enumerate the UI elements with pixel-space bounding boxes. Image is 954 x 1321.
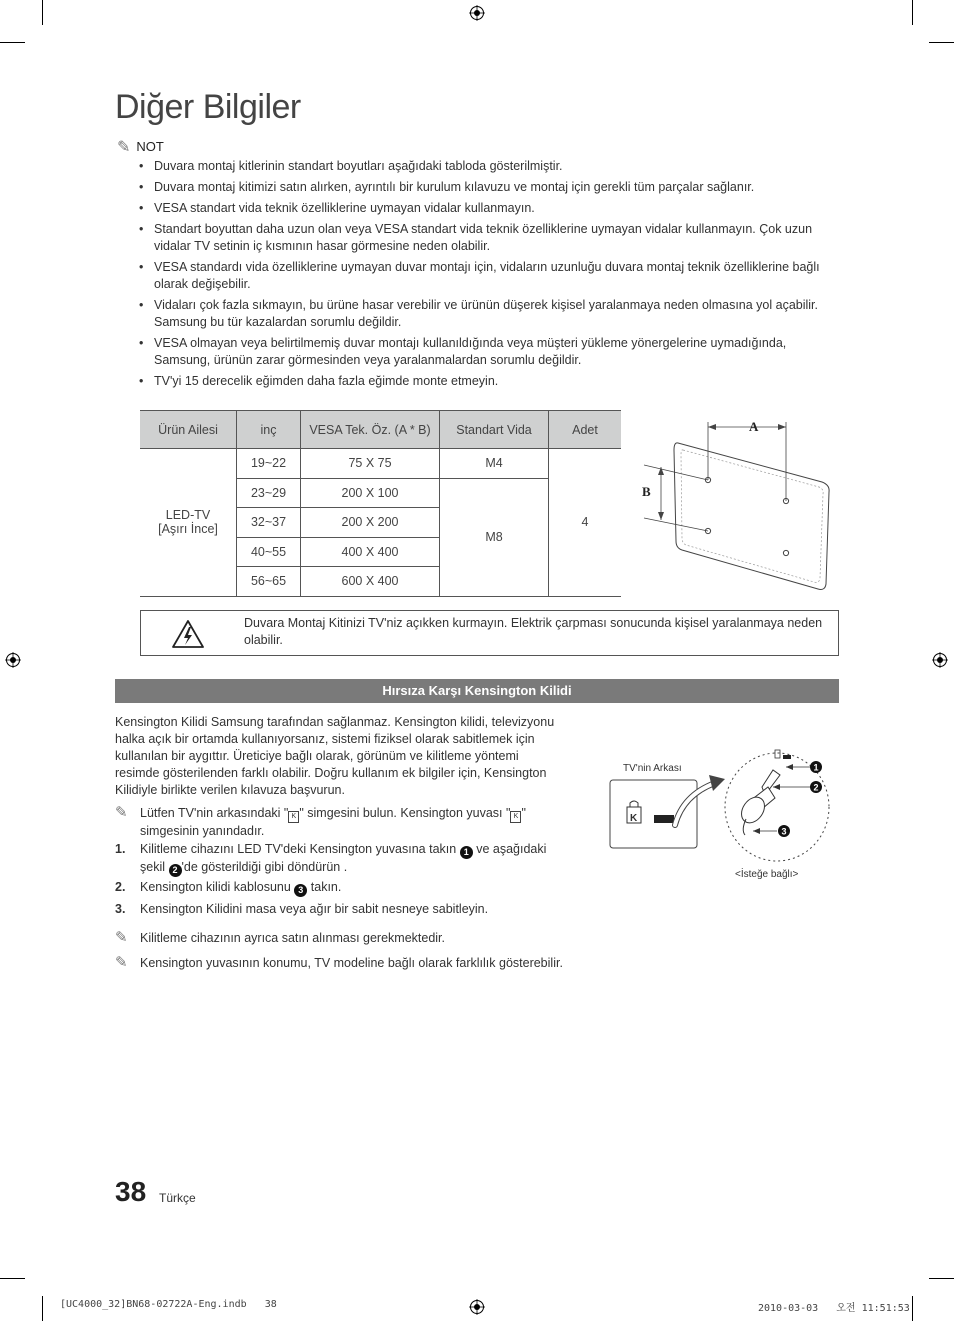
marker-1-icon: 1 xyxy=(460,846,473,859)
table-header-row xyxy=(140,411,621,449)
table-cell: 4 xyxy=(549,449,622,597)
step-number: 3. xyxy=(115,902,126,916)
kensington-note xyxy=(115,955,615,972)
tv-back-diagram xyxy=(636,410,836,595)
marker-3-icon: 3 xyxy=(781,826,787,837)
kensington-intro: Kensington Kilidi Samsung tarafından sağlanmaz. Kensington kilidi, televizyonu halka açık bir ortamda kullanıyorsanız, sistemi fiziksel olarak sabitlemek için kullanılan bir aygıttır. Üreticiye bağlı olarak, görünüm ve kilitleme yöntemi resimde gösterilenden farklı olabilir. Doğru kullanım ek bilgiler için, Kensington Kilidiyle birlikte verilen kılavuza başvurun. xyxy=(115,715,555,797)
table-header: inç xyxy=(237,411,301,449)
step-2 xyxy=(115,879,565,896)
page-title: Diğer Bilgiler xyxy=(115,88,301,126)
crop-mark xyxy=(42,0,43,25)
step-number: 1. xyxy=(115,842,126,856)
footer-file-info: [UC4000_32]BN68-02722A-Eng.indb 38 xyxy=(60,1299,277,1310)
table-cell: 40~55 xyxy=(237,537,301,567)
note-text-part: Lütfen TV'nin arkasındaki " xyxy=(140,806,289,820)
table-row xyxy=(140,449,621,479)
warning-text: Duvara Montaj Kitinizi TV'niz açıkken kurmayın. Elektrik çarpması sonucunda kişisel yaralanmaya neden olabilir. xyxy=(244,616,823,647)
table-cell: 200 X 200 xyxy=(301,508,440,538)
crop-mark xyxy=(42,1296,43,1321)
step-text-part: Kensington kilidi kablosunu xyxy=(140,880,291,894)
table-cell: 56~65 xyxy=(237,567,301,597)
note-heading xyxy=(117,137,164,156)
list-item: • Duvara montaj kitimizi satın alırken, ayrıntılı bir kurulum kılavuzu ve montaj için gerekli tüm parçalar sağlanır. xyxy=(137,179,827,196)
table-cell: M4 xyxy=(440,449,549,479)
pencil-icon: ✎ xyxy=(115,803,128,821)
optional-label: <İsteğe bağlı> xyxy=(735,869,799,880)
electric-warning-icon xyxy=(171,619,205,649)
table-cell: 23~29 xyxy=(237,478,301,508)
step-1 xyxy=(115,841,565,875)
vesa-table xyxy=(140,410,621,597)
diagram-label-b: B xyxy=(642,484,651,499)
pencil-icon: ✎ xyxy=(115,928,128,946)
marker-2-icon: 2 xyxy=(169,864,182,877)
table-cell: 400 X 400 xyxy=(301,537,440,567)
table-header: Ürün Ailesi xyxy=(140,411,237,449)
list-item: • Duvara montaj kitlerinin standart boyutları aşağıdaki tabloda gösterilmiştir. xyxy=(137,158,827,175)
note-text: Kensington yuvasının konumu, TV modeline bağlı olarak farklılık gösterebilir. xyxy=(140,956,563,970)
step-text xyxy=(140,879,341,897)
step-text: Kensington Kilidini masa veya ağır bir sabit nesneye sabitleyin. xyxy=(140,902,489,916)
kensington-note xyxy=(115,805,565,839)
step-text-part: 'de gösterildiği gibi döndürün . xyxy=(181,860,348,874)
table-cell: 200 X 100 xyxy=(301,478,440,508)
kensington-slot-icon: K xyxy=(288,811,299,823)
table-cell: M8 xyxy=(440,478,549,596)
table-cell: 32~37 xyxy=(237,508,301,538)
step-3 xyxy=(115,901,565,918)
table-cell: 19~22 xyxy=(237,449,301,479)
registration-mark-icon xyxy=(5,652,21,668)
list-item: • VESA standart vida teknik özelliklerine uymayan vidalar kullanmayın. xyxy=(137,200,827,217)
note-text: Kilitleme cihazının ayrıca satın alınması gerekmektedir. xyxy=(140,931,445,945)
marker-1-icon: 1 xyxy=(813,762,819,773)
kensington-note xyxy=(115,930,615,947)
page-number: 38 xyxy=(115,1176,147,1207)
kensington-lock-diagram xyxy=(605,735,840,865)
pencil-icon: ✎ xyxy=(115,953,128,971)
note-label: NOT xyxy=(136,139,164,154)
pencil-icon: ✎ xyxy=(117,137,131,156)
registration-mark-icon xyxy=(932,652,948,668)
step-text-part: Kilitleme cihazını LED TV'deki Kensington yuvasına takın xyxy=(140,842,457,856)
marker-3-icon: 3 xyxy=(294,884,307,897)
note-list xyxy=(137,158,827,394)
table-header: VESA Tek. Öz. (A * B) xyxy=(301,411,440,449)
product-family-line: LED-TV xyxy=(165,508,211,523)
table-header: Standart Vida xyxy=(440,411,549,449)
list-item: • VESA olmayan veya belirtilmemiş duvar montajı kullanıldığında veya müşteri yükleme yönergelerine uymadığında, Samsung, ürünün zarar görmesinden veya yaralanmalardan sorumlu değildir. xyxy=(137,335,827,369)
warning-box xyxy=(140,610,839,656)
crop-mark xyxy=(0,42,25,43)
table-header: Adet xyxy=(549,411,622,449)
footer-timestamp: 2010-03-03 오전 11:51:53 xyxy=(758,1303,910,1314)
page-language: Türkçe xyxy=(159,1191,196,1205)
kensington-slot-symbol: K xyxy=(630,813,638,824)
note-text xyxy=(140,805,560,840)
kensington-slot-icon: K xyxy=(510,811,521,823)
list-item: • Vidaları çok fazla sıkmayın, bu ürüne hasar verebilir ve ürünün düşerek kişisel yaralanmaya neden olmasına yol açabilir. Samsung bu tür kazalardan sorumlu değildir. xyxy=(137,297,827,331)
step-text xyxy=(140,841,560,877)
table-cell: 600 X 400 xyxy=(301,567,440,597)
step-number: 2. xyxy=(115,880,126,894)
step-text-part: ve aşağıdaki şekil xyxy=(140,842,547,874)
crop-mark xyxy=(912,0,913,25)
list-item: • TV'yi 15 derecelik eğimden daha fazla eğimde monte etmeyin. xyxy=(137,373,827,390)
product-family-line: [Aşırı İnce] xyxy=(158,522,218,537)
registration-mark-icon xyxy=(469,5,485,21)
crop-mark xyxy=(0,1278,25,1279)
section-title: Hırsıza Karşı Kensington Kilidi xyxy=(115,679,839,703)
crop-mark xyxy=(929,42,954,43)
tv-back-label: TV'nin Arkası xyxy=(623,763,682,774)
table-cell: 75 X 75 xyxy=(301,449,440,479)
list-item: • VESA standardı vida özelliklerine uymayan duvar montajı için, vidaların uzunluğu duvara montaj teknik özelliklerine bağlı olarak değişebilir. xyxy=(137,259,827,293)
list-item: • Standart boyuttan daha uzun olan veya VESA standart vida teknik özelliklerine uymayan vidalar kullanmayın. Çok uzun vidalar TV setinin iç kısmının hasar görmesine neden olabilir. xyxy=(137,221,827,255)
registration-mark-icon xyxy=(469,1299,485,1315)
note-text-part: " simgesini bulun. Kensington yuvası " xyxy=(299,806,511,820)
crop-mark xyxy=(912,1296,913,1321)
note-text-part: " simgesinin yanındadır. xyxy=(140,806,526,838)
product-family-cell xyxy=(140,449,237,597)
step-text-part: takın. xyxy=(310,880,342,894)
diagram-label-a: A xyxy=(749,419,759,434)
crop-mark xyxy=(929,1278,954,1279)
marker-2-icon: 2 xyxy=(813,782,819,793)
